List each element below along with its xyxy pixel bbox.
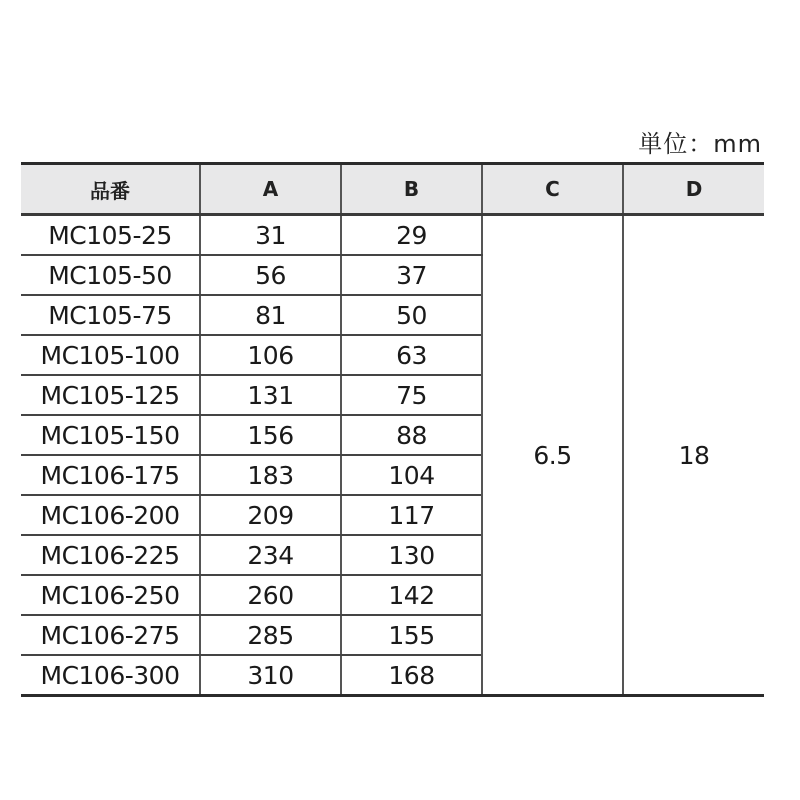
part-number: MC106-200 [21,495,200,535]
header-c: C [482,164,623,215]
value-d-merged: 18 [623,215,764,696]
header-b: B [341,164,482,215]
value-b: 37 [341,255,482,295]
value-b: 104 [341,455,482,495]
value-a: 234 [200,535,341,575]
value-b: 75 [341,375,482,415]
part-number: MC105-125 [21,375,200,415]
part-number: MC105-75 [21,295,200,335]
value-a: 131 [200,375,341,415]
value-b: 29 [341,215,482,256]
header-part-number: 品番 [21,164,200,215]
value-a: 156 [200,415,341,455]
value-b: 155 [341,615,482,655]
value-a: 285 [200,615,341,655]
part-number: MC106-225 [21,535,200,575]
value-b: 63 [341,335,482,375]
unit-label: 単位：mm [638,130,762,158]
part-number: MC105-100 [21,335,200,375]
value-a: 81 [200,295,341,335]
part-number: MC106-250 [21,575,200,615]
value-b: 168 [341,655,482,696]
value-a: 183 [200,455,341,495]
value-a: 260 [200,575,341,615]
spec-table [21,162,764,697]
header-a: A [200,164,341,215]
value-a: 31 [200,215,341,256]
value-b: 130 [341,535,482,575]
part-number: MC106-175 [21,455,200,495]
part-number: MC105-25 [21,215,200,256]
value-b: 88 [341,415,482,455]
header-d: D [623,164,764,215]
part-number: MC106-275 [21,615,200,655]
value-c-merged: 6.5 [482,215,623,696]
value-a: 310 [200,655,341,696]
part-number: MC105-50 [21,255,200,295]
value-a: 209 [200,495,341,535]
value-a: 106 [200,335,341,375]
header-row [21,164,764,215]
value-b: 50 [341,295,482,335]
value-a: 56 [200,255,341,295]
part-number: MC105-150 [21,415,200,455]
table-row [21,215,764,256]
part-number: MC106-300 [21,655,200,696]
value-b: 142 [341,575,482,615]
value-b: 117 [341,495,482,535]
